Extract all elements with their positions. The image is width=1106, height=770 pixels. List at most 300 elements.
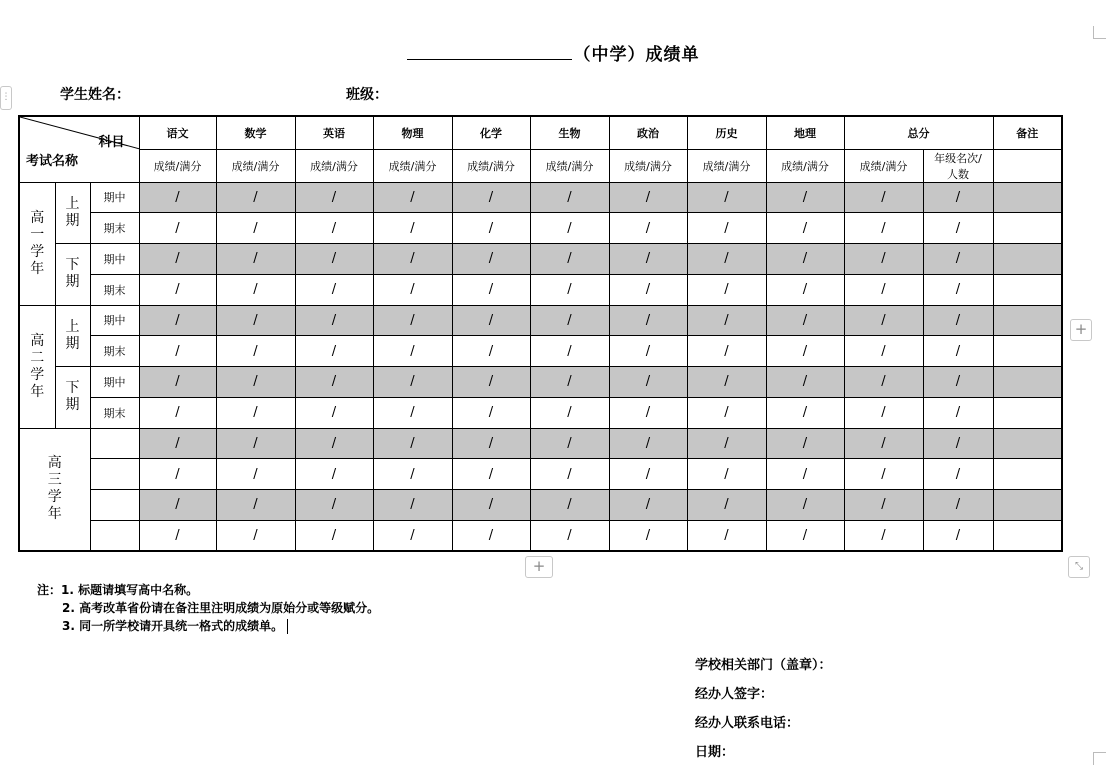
grade-cell[interactable] xyxy=(139,490,216,521)
grade-cell[interactable] xyxy=(844,428,923,459)
slash-mark: / xyxy=(253,220,258,236)
table-row xyxy=(19,520,1062,551)
slash-mark: / xyxy=(253,497,258,513)
grade-cell[interactable] xyxy=(530,244,609,275)
grade-cell[interactable] xyxy=(844,244,923,275)
grade-cell[interactable] xyxy=(530,397,609,428)
slash-mark: / xyxy=(410,312,415,328)
slash-mark: / xyxy=(802,189,808,205)
table-row xyxy=(19,428,1062,459)
slash-mark: / xyxy=(955,435,961,451)
grade-cell[interactable] xyxy=(609,490,687,521)
grade-cell[interactable] xyxy=(766,520,844,551)
term-label xyxy=(55,244,90,306)
slash-mark: / xyxy=(331,343,337,359)
grade-cell[interactable] xyxy=(452,274,530,305)
grade-cell[interactable] xyxy=(766,274,844,305)
page-corner-bottom-right xyxy=(1093,752,1106,765)
term-label xyxy=(55,182,90,244)
subject-header-english: 英语 xyxy=(295,116,373,149)
grade-cell[interactable] xyxy=(373,459,452,490)
grade-cell[interactable] xyxy=(216,305,295,336)
grade-cell[interactable] xyxy=(844,490,923,521)
slash-mark: / xyxy=(488,220,494,236)
slash-mark: / xyxy=(175,435,180,451)
score-subheader: 成绩/满分 xyxy=(609,149,687,182)
grade-cell[interactable] xyxy=(452,305,530,336)
grade-cell[interactable] xyxy=(216,520,295,551)
table-row xyxy=(19,274,1062,305)
slash-mark: / xyxy=(645,251,651,267)
exam-label: 期末 xyxy=(90,213,139,244)
score-subheader: 成绩/满分 xyxy=(373,149,452,182)
slash-mark: / xyxy=(724,374,729,390)
remark-cell[interactable] xyxy=(993,428,1062,459)
grades-table xyxy=(18,115,1063,552)
grade-cell[interactable] xyxy=(216,213,295,244)
grade-cell[interactable] xyxy=(373,182,452,213)
grade-cell[interactable] xyxy=(216,428,295,459)
grade-cell[interactable] xyxy=(452,459,530,490)
slash-mark: / xyxy=(410,282,415,298)
grade-cell[interactable] xyxy=(687,244,766,275)
resize-icon: ⤡ xyxy=(1075,561,1083,572)
grade-cell[interactable] xyxy=(295,244,373,275)
grade-cell[interactable] xyxy=(373,520,452,551)
remark-cell[interactable] xyxy=(993,305,1062,336)
subject-header-chinese: 语文 xyxy=(139,116,216,149)
subject-header-biology: 生物 xyxy=(530,116,609,149)
slash-mark: / xyxy=(724,220,729,236)
slash-mark: / xyxy=(955,220,961,236)
slash-mark: / xyxy=(331,466,337,482)
grade-cell[interactable] xyxy=(844,459,923,490)
vertical-label-text: 高 一 学 年 xyxy=(30,209,45,277)
grade-cell[interactable] xyxy=(923,182,993,213)
slash-mark: / xyxy=(410,189,415,205)
grade-cell[interactable] xyxy=(923,428,993,459)
grade-cell[interactable] xyxy=(844,213,923,244)
slash-mark: / xyxy=(175,527,180,543)
table-row xyxy=(19,459,1062,490)
grade-cell[interactable] xyxy=(609,367,687,398)
grade-cell[interactable] xyxy=(609,244,687,275)
grade-cell[interactable] xyxy=(844,274,923,305)
slash-mark: / xyxy=(567,312,572,328)
grade-cell[interactable] xyxy=(373,397,452,428)
subject-header-chemistry: 化学 xyxy=(452,116,530,149)
grade-cell[interactable] xyxy=(139,459,216,490)
grade-cell[interactable] xyxy=(139,336,216,367)
grade-cell[interactable] xyxy=(766,397,844,428)
remark-cell[interactable] xyxy=(993,397,1062,428)
handler-phone-label: 经办人联系电话： xyxy=(695,716,800,731)
score-subheader: 成绩/满分 xyxy=(530,149,609,182)
grade-cell[interactable] xyxy=(295,428,373,459)
exam-label: 期中 xyxy=(90,244,139,275)
grade-cell[interactable] xyxy=(923,213,993,244)
remark-header: 备注 xyxy=(993,116,1062,149)
grade-cell[interactable] xyxy=(766,305,844,336)
slash-mark: / xyxy=(175,282,180,298)
slash-mark: / xyxy=(645,497,651,513)
grade-cell[interactable] xyxy=(609,397,687,428)
grade-cell[interactable] xyxy=(216,182,295,213)
grade-cell[interactable] xyxy=(139,520,216,551)
grade-cell[interactable] xyxy=(373,428,452,459)
exam-label-blank[interactable] xyxy=(90,520,139,551)
grade-cell[interactable] xyxy=(139,305,216,336)
slash-mark: / xyxy=(488,374,494,390)
slash-mark: / xyxy=(410,497,415,513)
score-subheader: 成绩/满分 xyxy=(844,149,923,182)
grade-cell[interactable] xyxy=(766,213,844,244)
grade-cell[interactable] xyxy=(139,428,216,459)
slash-mark: / xyxy=(645,282,651,298)
term-label xyxy=(55,367,90,429)
slash-mark: / xyxy=(331,374,337,390)
slash-mark: / xyxy=(724,527,729,543)
slash-mark: / xyxy=(645,527,651,543)
grade-cell[interactable] xyxy=(139,213,216,244)
grade-cell[interactable] xyxy=(687,305,766,336)
slash-mark: / xyxy=(253,405,258,421)
vertical-label-text: 上 期 xyxy=(65,318,80,352)
table-row xyxy=(19,244,1062,275)
score-subheader: 成绩/满分 xyxy=(295,149,373,182)
exam-label: 期末 xyxy=(90,397,139,428)
remark-subheader[interactable] xyxy=(993,149,1062,182)
slash-mark: / xyxy=(802,374,808,390)
grade-cell[interactable] xyxy=(530,182,609,213)
subject-header-politics: 政治 xyxy=(609,116,687,149)
slash-mark: / xyxy=(645,343,651,359)
grade-cell[interactable] xyxy=(923,459,993,490)
slash-mark: / xyxy=(410,405,415,421)
grade-cell[interactable] xyxy=(216,336,295,367)
grade-cell[interactable] xyxy=(216,459,295,490)
grade-cell[interactable] xyxy=(766,336,844,367)
slash-mark: / xyxy=(802,220,808,236)
grade-cell[interactable] xyxy=(139,367,216,398)
exam-label-blank[interactable] xyxy=(90,428,139,459)
note-line-2: 2. 高考改革省份请在备注里注明成绩为原始分或等级赋分。 xyxy=(62,601,380,615)
remark-cell[interactable] xyxy=(993,182,1062,213)
slash-mark: / xyxy=(881,189,886,205)
grade-cell[interactable] xyxy=(844,336,923,367)
grade-cell[interactable] xyxy=(687,459,766,490)
grade-cell[interactable] xyxy=(609,305,687,336)
vertical-label-text: 下 期 xyxy=(65,380,80,414)
vertical-label-text: 下 期 xyxy=(65,257,80,291)
remark-cell[interactable] xyxy=(993,459,1062,490)
slash-mark: / xyxy=(802,435,808,451)
resize-table-button[interactable] xyxy=(1068,556,1090,578)
grade-cell[interactable] xyxy=(923,520,993,551)
grade-cell[interactable] xyxy=(373,490,452,521)
remark-cell[interactable] xyxy=(993,244,1062,275)
grade-cell[interactable] xyxy=(530,367,609,398)
grade-cell[interactable] xyxy=(766,182,844,213)
note-line-3: 3. 同一所学校请开具统一格式的成绩单。 xyxy=(62,619,284,633)
plus-icon: + xyxy=(532,557,546,575)
grade-cell[interactable] xyxy=(766,244,844,275)
slash-mark: / xyxy=(955,312,961,328)
slash-mark: / xyxy=(253,343,258,359)
grade-cell[interactable] xyxy=(766,490,844,521)
slash-mark: / xyxy=(175,374,180,390)
slash-mark: / xyxy=(645,312,651,328)
grade-cell[interactable] xyxy=(923,305,993,336)
grade-cell[interactable] xyxy=(295,305,373,336)
grade-cell[interactable] xyxy=(530,459,609,490)
slash-mark: / xyxy=(802,343,808,359)
remark-cell[interactable] xyxy=(993,336,1062,367)
slash-mark: / xyxy=(567,189,572,205)
score-subheader: 成绩/满分 xyxy=(687,149,766,182)
grade-cell[interactable] xyxy=(923,367,993,398)
score-subheader: 成绩/满分 xyxy=(766,149,844,182)
grade-cell[interactable] xyxy=(452,520,530,551)
slash-mark: / xyxy=(410,435,415,451)
grade-cell[interactable] xyxy=(452,490,530,521)
grade-cell[interactable] xyxy=(295,182,373,213)
grade-cell[interactable] xyxy=(373,336,452,367)
slash-mark: / xyxy=(410,343,415,359)
remark-cell[interactable] xyxy=(993,367,1062,398)
grade-cell[interactable] xyxy=(609,274,687,305)
grade-cell[interactable] xyxy=(373,367,452,398)
exam-label-blank[interactable] xyxy=(90,490,139,521)
exam-corner-label: 考试名称 xyxy=(26,153,79,169)
slash-mark: / xyxy=(567,466,572,482)
slash-mark: / xyxy=(567,497,572,513)
slash-mark: / xyxy=(175,343,180,359)
grade-cell[interactable] xyxy=(373,213,452,244)
grade-cell[interactable] xyxy=(687,182,766,213)
grade-cell[interactable] xyxy=(216,367,295,398)
slash-mark: / xyxy=(645,374,651,390)
slash-mark: / xyxy=(488,343,494,359)
grade-cell[interactable] xyxy=(295,274,373,305)
slash-mark: / xyxy=(881,220,886,236)
slash-mark: / xyxy=(567,374,572,390)
grade-cell[interactable] xyxy=(844,305,923,336)
note-line-3-wrap[interactable] xyxy=(37,617,379,635)
grade-cell[interactable] xyxy=(139,244,216,275)
grade-cell[interactable] xyxy=(373,305,452,336)
text-cursor xyxy=(287,619,288,634)
student-name-label: 学生姓名： xyxy=(60,87,130,103)
remark-cell[interactable] xyxy=(993,213,1062,244)
grade-cell[interactable] xyxy=(609,336,687,367)
slash-mark: / xyxy=(175,189,180,205)
slash-mark: / xyxy=(724,405,729,421)
slash-mark: / xyxy=(410,527,415,543)
grade-cell[interactable] xyxy=(923,274,993,305)
grade-cell[interactable] xyxy=(687,213,766,244)
slash-mark: / xyxy=(488,466,494,482)
subject-header-math: 数学 xyxy=(216,116,295,149)
grade-cell[interactable] xyxy=(687,336,766,367)
grade-cell[interactable] xyxy=(452,182,530,213)
grade-cell[interactable] xyxy=(452,336,530,367)
grade-cell[interactable] xyxy=(923,244,993,275)
add-column-button[interactable] xyxy=(1070,319,1092,341)
handler-signature-label: 经办人签字： xyxy=(695,687,774,702)
title-text: （中学）成绩单 xyxy=(573,45,700,65)
grade-cell[interactable] xyxy=(216,244,295,275)
slash-mark: / xyxy=(724,466,729,482)
slash-mark: / xyxy=(802,312,808,328)
grade-cell[interactable] xyxy=(295,459,373,490)
grade-cell[interactable] xyxy=(844,397,923,428)
grade-cell[interactable] xyxy=(373,274,452,305)
slash-mark: / xyxy=(253,282,258,298)
grade-cell[interactable] xyxy=(609,213,687,244)
grade-cell[interactable] xyxy=(530,274,609,305)
grade-cell[interactable] xyxy=(216,490,295,521)
slash-mark: / xyxy=(955,374,961,390)
grade-cell[interactable] xyxy=(530,336,609,367)
slash-mark: / xyxy=(955,343,961,359)
grade-cell[interactable] xyxy=(295,213,373,244)
grade-cell[interactable] xyxy=(139,274,216,305)
slash-mark: / xyxy=(331,405,337,421)
slash-mark: / xyxy=(881,251,886,267)
total-header: 总分 xyxy=(844,116,993,149)
header-corner-cell xyxy=(19,116,139,182)
grade-cell[interactable] xyxy=(295,336,373,367)
grade-cell[interactable] xyxy=(923,336,993,367)
slash-mark: / xyxy=(881,312,886,328)
slash-mark: / xyxy=(253,312,258,328)
slash-mark: / xyxy=(175,251,180,267)
slash-mark: / xyxy=(567,527,572,543)
slash-mark: / xyxy=(567,282,572,298)
slash-mark: / xyxy=(331,312,337,328)
slash-mark: / xyxy=(331,527,337,543)
grade-cell[interactable] xyxy=(844,520,923,551)
date-label: 日期： xyxy=(695,745,735,760)
grade-cell[interactable] xyxy=(687,490,766,521)
grade-cell[interactable] xyxy=(216,397,295,428)
grade-cell[interactable] xyxy=(452,244,530,275)
grade-cell[interactable] xyxy=(609,520,687,551)
slash-mark: / xyxy=(488,312,494,328)
slash-mark: / xyxy=(881,405,886,421)
grade-cell[interactable] xyxy=(530,213,609,244)
slash-mark: / xyxy=(802,497,808,513)
grade-cell[interactable] xyxy=(766,367,844,398)
exam-label: 期末 xyxy=(90,336,139,367)
slash-mark: / xyxy=(881,435,886,451)
grade-cell[interactable] xyxy=(687,520,766,551)
slash-mark: / xyxy=(331,282,337,298)
dept-seal-label: 学校相关部门（盖章）： xyxy=(695,658,832,673)
grade-cell[interactable] xyxy=(295,397,373,428)
add-row-button[interactable] xyxy=(525,556,553,578)
grade-cell[interactable] xyxy=(295,367,373,398)
grade-cell[interactable] xyxy=(530,490,609,521)
slash-mark: / xyxy=(331,251,337,267)
slash-mark: / xyxy=(881,497,886,513)
grade-cell[interactable] xyxy=(766,428,844,459)
slash-mark: / xyxy=(881,282,886,298)
grade-cell[interactable] xyxy=(452,213,530,244)
rank-subheader-line1: 年级名次/ xyxy=(934,151,982,165)
grade-cell[interactable] xyxy=(373,244,452,275)
table-move-handle[interactable]: ⋮ xyxy=(0,86,12,110)
slash-mark: / xyxy=(724,343,729,359)
remark-cell[interactable] xyxy=(993,490,1062,521)
table-row xyxy=(19,305,1062,336)
grade-cell[interactable] xyxy=(216,274,295,305)
grade-cell[interactable] xyxy=(923,397,993,428)
grade-cell[interactable] xyxy=(687,367,766,398)
remark-cell[interactable] xyxy=(993,274,1062,305)
slash-mark: / xyxy=(567,343,572,359)
school-name-blank[interactable] xyxy=(407,45,572,60)
grade-cell[interactable] xyxy=(530,428,609,459)
grade-cell[interactable] xyxy=(923,490,993,521)
grade-cell[interactable] xyxy=(452,397,530,428)
slash-mark: / xyxy=(175,220,180,236)
slash-mark: / xyxy=(955,189,961,205)
grade-cell[interactable] xyxy=(687,428,766,459)
slash-mark: / xyxy=(488,251,494,267)
grade-cell[interactable] xyxy=(844,367,923,398)
slash-mark: / xyxy=(253,435,258,451)
grade-cell[interactable] xyxy=(687,397,766,428)
slash-mark: / xyxy=(802,405,808,421)
remark-cell[interactable] xyxy=(993,520,1062,551)
slash-mark: / xyxy=(331,189,337,205)
grade-cell[interactable] xyxy=(609,428,687,459)
grade-cell[interactable] xyxy=(609,182,687,213)
slash-mark: / xyxy=(724,282,729,298)
slash-mark: / xyxy=(645,405,651,421)
subject-corner-label: 科目 xyxy=(98,135,125,150)
grade-cell[interactable] xyxy=(530,305,609,336)
vertical-label-text: 高 三 学 年 xyxy=(47,455,62,523)
grade-cell[interactable] xyxy=(530,520,609,551)
exam-label-blank[interactable] xyxy=(90,459,139,490)
subject-header-physics: 物理 xyxy=(373,116,452,149)
grade-cell[interactable] xyxy=(295,490,373,521)
exam-label: 期中 xyxy=(90,182,139,213)
plus-icon: + xyxy=(1074,320,1088,338)
grade-cell[interactable] xyxy=(687,274,766,305)
grade-cell[interactable] xyxy=(844,182,923,213)
grade-cell[interactable] xyxy=(766,459,844,490)
grade-cell[interactable] xyxy=(452,367,530,398)
grade-cell[interactable] xyxy=(139,397,216,428)
grade-cell[interactable] xyxy=(139,182,216,213)
table-row xyxy=(19,367,1062,398)
slash-mark: / xyxy=(175,466,180,482)
grade-cell[interactable] xyxy=(452,428,530,459)
slash-mark: / xyxy=(567,251,572,267)
grade-cell[interactable] xyxy=(609,459,687,490)
slash-mark: / xyxy=(724,435,729,451)
slash-mark: / xyxy=(724,497,729,513)
slash-mark: / xyxy=(488,435,494,451)
slash-mark: / xyxy=(488,189,494,205)
grade-cell[interactable] xyxy=(295,520,373,551)
table-row xyxy=(19,490,1062,521)
slash-mark: / xyxy=(881,374,886,390)
